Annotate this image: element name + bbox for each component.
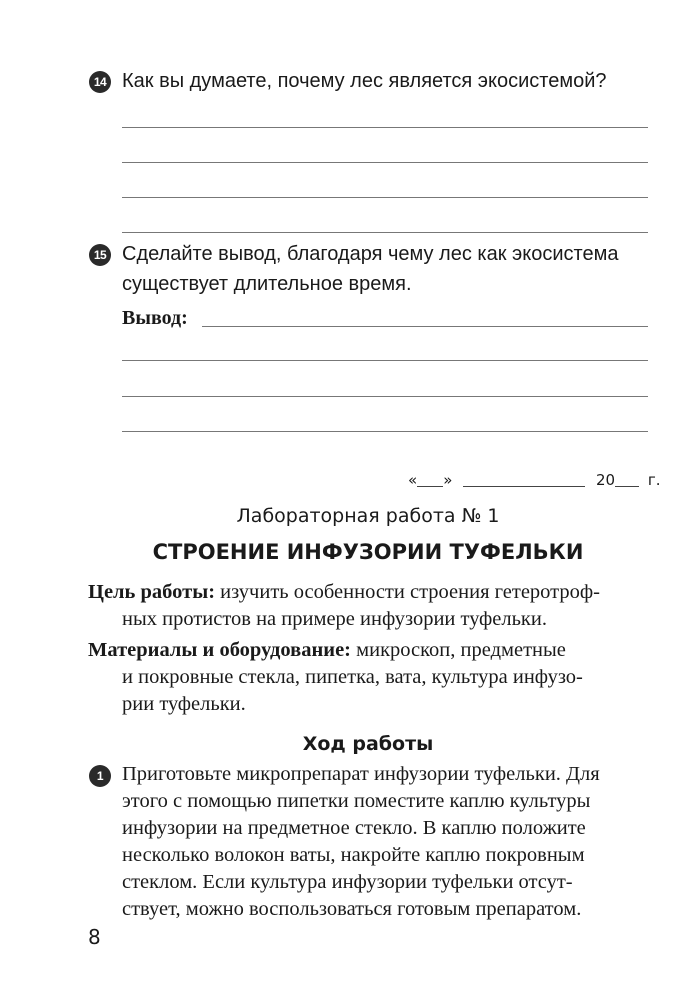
- answer-line[interactable]: [122, 360, 648, 361]
- question-number-badge: 14: [89, 71, 111, 93]
- answer-line[interactable]: [122, 431, 648, 432]
- question-15-line-2: существует длительное время.: [122, 273, 412, 295]
- year-blank[interactable]: [615, 486, 639, 487]
- goal-paragraph: [88, 579, 648, 633]
- question-14-text: Как вы думаете, почему лес является экосистемой?: [122, 70, 607, 92]
- goal-line-2: ных протистов на примере инфузории туфельки.: [122, 608, 547, 630]
- question-15-line-1: Сделайте вывод, благодаря чему лес как экосистема: [122, 243, 619, 265]
- date-field: [408, 471, 660, 489]
- question-number-badge: 15: [89, 244, 111, 266]
- materials-line-1: [88, 637, 648, 664]
- materials-paragraph: [88, 637, 648, 718]
- step-number-badge: 1: [89, 765, 111, 787]
- materials-text-1: микроскоп, предметные: [351, 639, 566, 661]
- page-number: 8: [88, 925, 101, 949]
- step-line: несколько волокон ваты, накройте каплю покровным: [122, 844, 585, 866]
- goal-label: Цель работы:: [88, 581, 216, 603]
- step-1-text: [122, 761, 650, 923]
- date-close-quote: »: [443, 471, 453, 489]
- step-line: стеклом. Если культура инфузории туфельки отсут-: [122, 871, 573, 893]
- question-15-text: [122, 239, 618, 299]
- conclusion-label: Вывод:: [122, 307, 188, 329]
- conclusion-answer-line[interactable]: [202, 326, 648, 327]
- materials-line-3: рии туфельки.: [122, 693, 246, 715]
- lab-title: Лабораторная работа № 1: [236, 505, 500, 527]
- year-suffix: г.: [647, 471, 661, 489]
- materials-label: Материалы и оборудование:: [88, 639, 351, 661]
- procedure-heading: Ход работы: [302, 733, 434, 755]
- year-prefix: 20: [595, 471, 616, 489]
- goal-line-1: [88, 579, 648, 606]
- step-line: инфузории на предметное стекло. В каплю положите: [122, 817, 586, 839]
- lab-heading: СТРОЕНИЕ ИНФУЗОРИИ ТУФЕЛЬКИ: [152, 540, 584, 564]
- answer-line[interactable]: [122, 232, 648, 233]
- month-blank[interactable]: [463, 486, 585, 487]
- step-line: Приготовьте микропрепарат инфузории туфельки. Для: [122, 763, 600, 785]
- materials-line-2: и покровные стекла, пипетка, вата, культура инфузо-: [122, 666, 583, 688]
- answer-line[interactable]: [122, 127, 648, 128]
- date-open-quote: «: [408, 471, 418, 489]
- step-line: ствует, можно воспользоваться готовым препаратом.: [122, 898, 582, 920]
- step-line: этого с помощью пипетки поместите каплю культуры: [122, 790, 591, 812]
- day-blank[interactable]: [417, 486, 443, 487]
- goal-text-1: изучить особенности строения гетеротроф-: [215, 581, 600, 603]
- answer-line[interactable]: [122, 396, 648, 397]
- answer-line[interactable]: [122, 162, 648, 163]
- answer-line[interactable]: [122, 197, 648, 198]
